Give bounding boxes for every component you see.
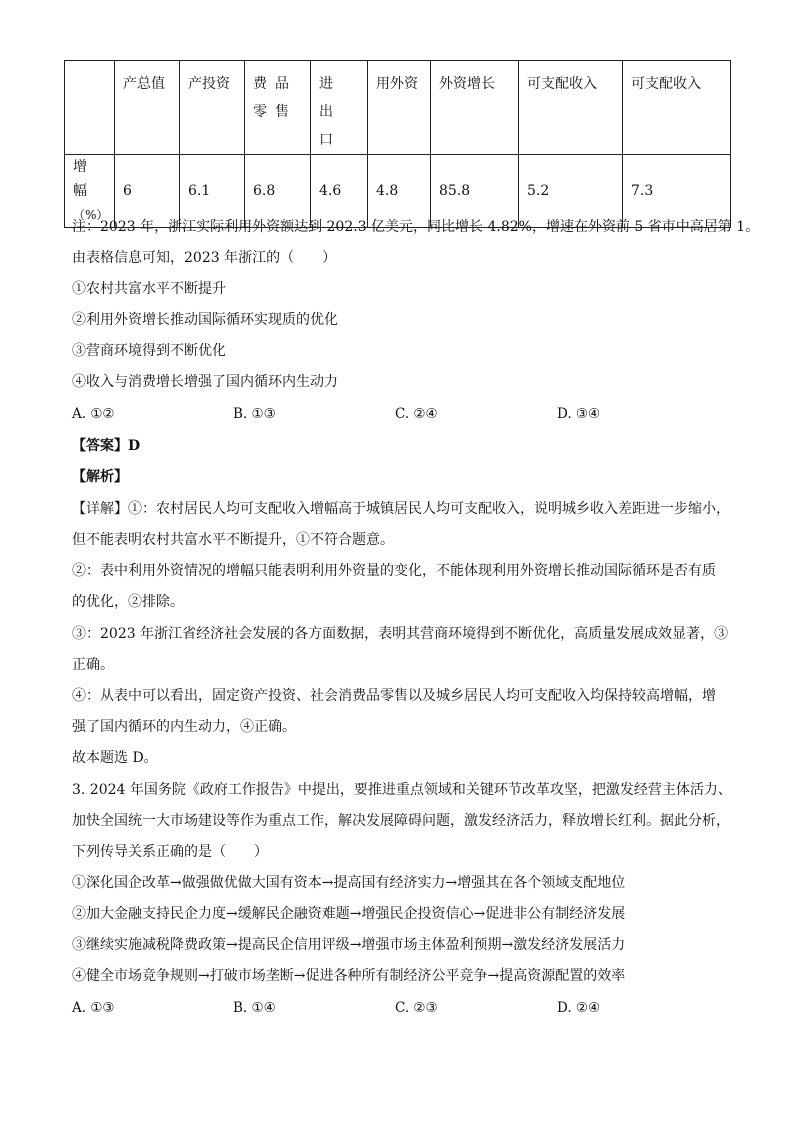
choice-item: ②加大金融支持民企力度→缓解民企融资难题→增强民企投资信心→促进非公有制经济发展 xyxy=(72,906,626,922)
analysis-line: ④：从表中可以看出，固定资产投资、社会消费品零售以及城乡居民人均可支配收入均保持较高增幅，增 xyxy=(72,688,716,704)
table-cell: 5.2 xyxy=(519,155,623,228)
row-label: 增幅 xyxy=(73,159,93,199)
analysis-line: 的优化，②排除。 xyxy=(72,594,184,610)
option-c: C. ②③ xyxy=(395,1000,438,1016)
growth-table xyxy=(64,60,731,228)
table-header-cell xyxy=(65,61,115,155)
table-header-cell: 用外资 xyxy=(368,61,431,155)
option-d: D. ②④ xyxy=(557,1000,601,1016)
choice-item: ④健全市场竞争规则→打破市场垄断→促进各种所有制经济公平竞争→提高资源配置的效率 xyxy=(72,968,626,984)
table-header-cell: 进出口 xyxy=(311,61,368,155)
choice-item: ③营商环境得到不断优化 xyxy=(72,343,226,359)
option-b: B. ①④ xyxy=(233,1000,276,1016)
table-header-cell: 产总值 xyxy=(115,61,180,155)
table-cell: 4.6 xyxy=(311,155,368,228)
answer-label: 【答案】D xyxy=(72,438,141,454)
option-a: A. ①② xyxy=(72,406,115,422)
choice-item: ①深化国企改革→做强做优做大国有资本→提高国有经济实力→增强其在各个领域支配地位 xyxy=(72,875,626,891)
analysis-line: 强了国内循环的内生动力，④正确。 xyxy=(72,719,296,735)
analysis-line: 【详解】①：农村居民人均可支配收入增幅高于城镇居民人均可支配收入，说明城乡收入差距进一步缩小， xyxy=(72,501,730,517)
table-cell: 6 xyxy=(115,155,180,228)
analysis-line: ②：表中利用外资情况的增幅只能表明利用外资量的变化，不能体现利用外资增长推动国际循环是否有质 xyxy=(72,563,716,579)
table-cell: 7.3 xyxy=(623,155,731,228)
analysis-line: ③：2023 年浙江省经济社会发展的各方面数据，表明其营商环境得到不断优化，高质量发展成效显著，③ xyxy=(72,626,729,642)
row-label-unit: （%） xyxy=(73,208,109,222)
analysis-label: 【解析】 xyxy=(72,469,128,485)
question-stem: 3. 2024 年国务院《政府工作报告》中提出，要推进重点领域和关键环节改革攻坚，把激发经营主体活力、 xyxy=(72,782,732,798)
analysis-line: 正确。 xyxy=(72,657,114,673)
analysis-line: 但不能表明农村共富水平不断提升，①不符合题意。 xyxy=(72,532,394,548)
option-a: A. ①③ xyxy=(72,1000,115,1016)
table-cell: 85.8 xyxy=(431,155,519,228)
question-stem: 下列传导关系正确的是（ ） xyxy=(72,844,268,860)
table-header-cell: 可支配收入 xyxy=(623,61,731,155)
question-stem: 由表格信息可知，2023 年浙江的（ ） xyxy=(72,250,337,266)
table-header-cell: 产投资 xyxy=(180,61,245,155)
table-cell: 6.8 xyxy=(245,155,311,228)
analysis-conclusion: 故本题选 D。 xyxy=(72,750,158,766)
table-cell: 4.8 xyxy=(368,155,431,228)
table-header-cell: 可支配收入 xyxy=(519,61,623,155)
question-stem: 加快全国统一大市场建设等作为重点工作，解决发展障碍问题，激发经济活力，释放增长红利。据此分析， xyxy=(72,813,730,829)
choice-item: ①农村共富水平不断提升 xyxy=(72,281,226,297)
table-note: 注：2023 年，浙江实际利用外资额达到 202.3 亿美元，同比增长 4.82%，增速在外资前 5 省市中高居第 1。 xyxy=(72,219,760,235)
choice-item: ③继续实施减税降费政策→提高民企信用评级→增强市场主体盈利预期→激发经济发展活力 xyxy=(72,937,626,953)
table-cell: 6.1 xyxy=(180,155,245,228)
table-header-cell: 费品零售 xyxy=(245,61,311,155)
option-c: C. ②④ xyxy=(395,406,438,422)
table-header-cell: 外资增长 xyxy=(431,61,519,155)
choice-item: ②利用外资增长推动国际循环实现质的优化 xyxy=(72,312,338,328)
table-header-row xyxy=(65,61,731,155)
option-d: D. ③④ xyxy=(557,406,601,422)
option-b: B. ①③ xyxy=(233,406,276,422)
choice-item: ④收入与消费增长增强了国内循环内生动力 xyxy=(72,374,338,390)
